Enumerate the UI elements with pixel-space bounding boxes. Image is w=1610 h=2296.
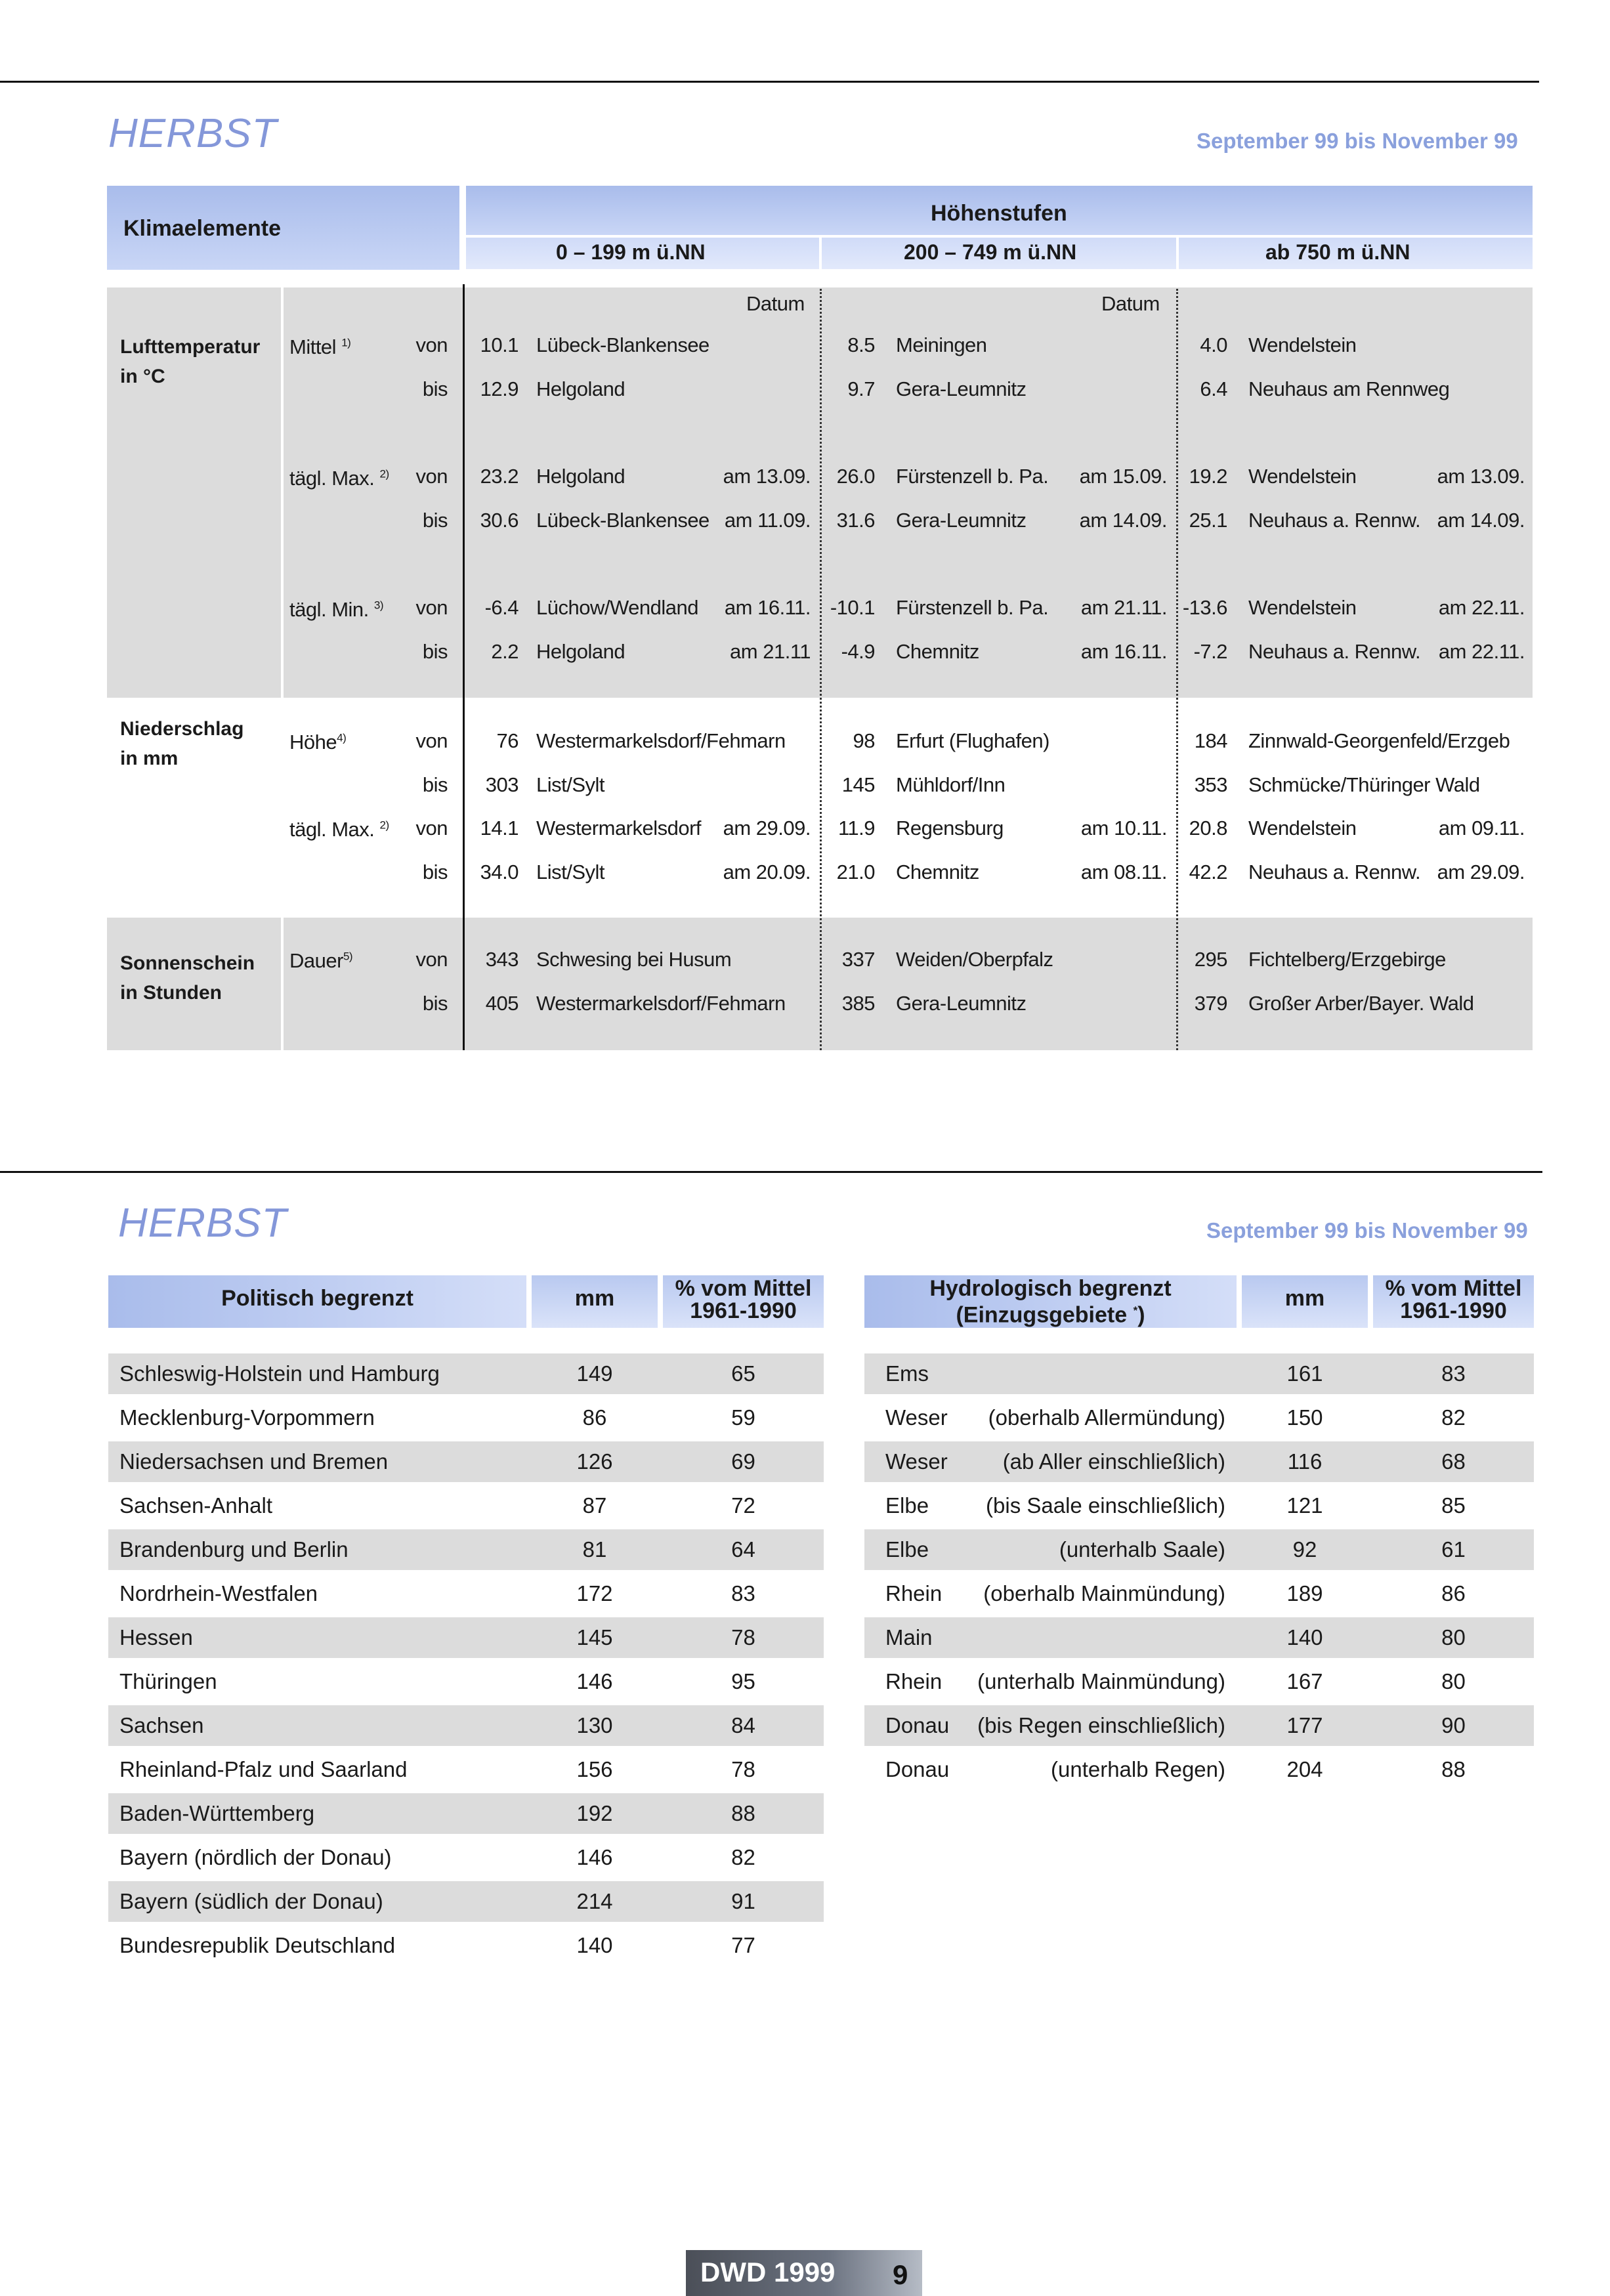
table-row — [108, 1881, 824, 1922]
mm-value: 167 — [1286, 1669, 1323, 1693]
river-name: Donau — [885, 1757, 950, 1781]
value-cell: -6.4 — [484, 596, 519, 619]
river-name: Donau — [885, 1713, 950, 1737]
group-label-sonnenschein: Sonnenschein in Stunden — [120, 952, 255, 1004]
von-label: von — [415, 333, 448, 356]
station-cell: Großer Arber/Bayer. Wald — [1248, 992, 1474, 1015]
station-cell: Westermarkelsdorf/Fehmarn — [536, 729, 786, 752]
date-cell: am 22.11. — [1438, 640, 1525, 663]
river-name: Elbe — [885, 1537, 929, 1562]
mm-value: 192 — [576, 1801, 613, 1825]
station-cell: Wendelstein — [1248, 465, 1357, 488]
value-cell: 353 — [1194, 773, 1227, 796]
von-label: von — [415, 465, 448, 488]
datum-label-1: Datum — [746, 292, 805, 315]
region-name: Thüringen — [119, 1669, 217, 1693]
dotted-separator-1 — [820, 289, 822, 1050]
pct-value: 83 — [731, 1581, 755, 1605]
pct-value: 78 — [731, 1757, 755, 1781]
group-label-lufttemperatur: Lufttemperatur in °C — [120, 336, 261, 387]
mm-value: 140 — [1286, 1625, 1323, 1649]
pct-value: 84 — [731, 1713, 755, 1737]
footer-badge — [686, 2250, 922, 2296]
table-row — [108, 1925, 824, 1966]
region-name: Sachsen-Anhalt — [119, 1493, 272, 1518]
pct-value: 68 — [1441, 1449, 1466, 1474]
stufe-label-3: ab 750 m ü.NN — [1265, 240, 1410, 264]
mm-value: 149 — [576, 1361, 613, 1386]
river-name: Ems — [885, 1361, 929, 1386]
pct-value: 88 — [1441, 1757, 1466, 1781]
page-number: 9 — [893, 2259, 908, 2290]
table-row — [108, 1617, 824, 1658]
river-name: Rhein — [885, 1669, 943, 1693]
table-row — [864, 1397, 1534, 1438]
section1-period: September 99 bis November 99 — [1197, 129, 1518, 153]
date-cell: am 22.11. — [1438, 596, 1525, 619]
value-cell: 98 — [853, 729, 875, 752]
river-detail: (unterhalb Regen) — [1051, 1757, 1225, 1781]
date-cell: am 13.09. — [723, 465, 811, 488]
pct-value: 86 — [1441, 1581, 1466, 1605]
value-cell: 34.0 — [480, 861, 519, 883]
value-cell: 343 — [485, 948, 519, 971]
mm-value: 87 — [582, 1493, 607, 1518]
river-detail: (unterhalb Saale) — [1059, 1537, 1225, 1562]
pct-value: 59 — [731, 1405, 755, 1430]
pct-value: 72 — [731, 1493, 755, 1518]
pct-value: 77 — [731, 1933, 755, 1957]
mm-value: 146 — [576, 1845, 613, 1869]
station-cell: Schmücke/Thüringer Wald — [1248, 773, 1480, 796]
table-row — [864, 1617, 1534, 1658]
pct-value: 82 — [731, 1845, 755, 1869]
mm-value: 116 — [1287, 1449, 1323, 1474]
value-cell: -13.6 — [1182, 596, 1227, 619]
table-row — [864, 1485, 1534, 1526]
value-cell: 295 — [1194, 948, 1227, 971]
pct-value: 88 — [731, 1801, 755, 1825]
politisch-mm-header: mm — [574, 1286, 615, 1311]
station-cell: Gera-Leumnitz — [896, 509, 1027, 532]
sublabel-dauer: Dauer$^{5)}$ — [289, 949, 353, 972]
mm-value: 126 — [576, 1449, 613, 1474]
value-cell: -7.2 — [1193, 640, 1227, 663]
date-cell: am 11.09. — [724, 509, 811, 532]
mm-value: 177 — [1286, 1713, 1323, 1737]
table-row — [108, 1573, 824, 1614]
station-cell: Helgoland — [536, 377, 625, 400]
mm-value: 204 — [1286, 1757, 1323, 1781]
river-name: Elbe — [885, 1493, 929, 1518]
hoehen-header-label: Höhenstufen — [931, 201, 1067, 226]
value-cell: 4.0 — [1200, 333, 1227, 356]
river-name: Rhein — [885, 1581, 943, 1605]
value-cell: 76 — [496, 729, 519, 752]
von-label: von — [415, 817, 448, 840]
date-cell: am 20.09. — [723, 861, 811, 883]
table-row — [108, 1793, 824, 1834]
station-cell: Meiningen — [896, 333, 987, 356]
pct-value: 85 — [1441, 1493, 1466, 1518]
region-name: Schleswig-Holstein und Hamburg — [119, 1361, 440, 1386]
mm-value: 150 — [1286, 1405, 1323, 1430]
river-detail: (ab Aller einschließlich) — [1002, 1449, 1225, 1474]
region-name: Nordrhein-Westfalen — [119, 1581, 318, 1605]
middle-rule — [0, 1171, 1542, 1173]
value-cell: 9.7 — [847, 377, 875, 400]
value-cell: 405 — [485, 992, 519, 1015]
dotted-separator-2 — [1176, 289, 1178, 1050]
value-cell: 385 — [841, 992, 875, 1015]
value-cell: 42.2 — [1189, 861, 1227, 883]
table-row — [864, 1705, 1534, 1746]
stufe-label-2: 200 – 749 m ü.NN — [904, 240, 1077, 264]
station-cell: Wendelstein — [1248, 817, 1357, 840]
pct-value: 64 — [731, 1537, 755, 1562]
table-row — [108, 1529, 824, 1570]
value-cell: 6.4 — [1200, 377, 1227, 400]
pct-value: 95 — [731, 1669, 755, 1693]
bis-label: bis — [422, 861, 448, 883]
value-cell: 12.9 — [480, 377, 519, 400]
table-row — [108, 1441, 824, 1482]
table-row — [864, 1353, 1534, 1394]
table-row — [864, 1573, 1534, 1614]
region-name: Niedersachsen und Bremen — [119, 1449, 389, 1474]
station-cell: Fichtelberg/Erzgebirge — [1248, 948, 1446, 971]
mm-value: 161 — [1286, 1361, 1323, 1386]
von-label: von — [415, 596, 448, 619]
table-row — [864, 1749, 1534, 1790]
footer-label: DWD 1999 — [700, 2257, 836, 2287]
mm-value: 92 — [1292, 1537, 1317, 1562]
river-detail: (oberhalb Mainmündung) — [983, 1581, 1225, 1605]
value-cell: 337 — [841, 948, 875, 971]
river-name: Weser — [885, 1449, 948, 1474]
river-detail: (bis Regen einschließlich) — [977, 1713, 1225, 1737]
region-name: Sachsen — [119, 1713, 204, 1737]
station-cell: Neuhaus a. Rennw. — [1248, 509, 1421, 532]
politisch-pct-header: % vom Mittel 1961-1990 — [675, 1276, 812, 1323]
bis-label: bis — [422, 773, 448, 796]
station-cell: Gera-Leumnitz — [896, 992, 1027, 1015]
value-cell: 2.2 — [491, 640, 519, 663]
station-cell: Fürstenzell b. Pa. — [896, 596, 1049, 619]
bis-label: bis — [422, 640, 448, 663]
station-cell: Regensburg — [896, 817, 1004, 840]
value-cell: 379 — [1194, 992, 1227, 1015]
hydro-mm-header: mm — [1284, 1286, 1325, 1311]
pct-value: 82 — [1441, 1405, 1466, 1430]
table-row — [108, 1705, 824, 1746]
pct-value: 78 — [731, 1625, 755, 1649]
river-detail: (unterhalb Mainmündung) — [977, 1669, 1225, 1693]
bis-label: bis — [422, 509, 448, 532]
station-cell: Lübeck-Blankensee — [536, 509, 710, 532]
station-cell: Neuhaus a. Rennw. — [1248, 861, 1421, 883]
station-cell: Schwesing bei Husum — [536, 948, 732, 971]
station-cell: Neuhaus am Rennweg — [1248, 377, 1450, 400]
station-cell: Chemnitz — [896, 861, 979, 883]
mm-value: 81 — [582, 1537, 607, 1562]
value-cell: 10.1 — [480, 333, 519, 356]
section1-title: HERBST — [108, 111, 278, 156]
date-cell: am 29.09. — [723, 817, 811, 840]
date-cell: am 29.09. — [1437, 861, 1525, 883]
date-cell: am 13.09. — [1437, 465, 1525, 488]
table-row — [864, 1661, 1534, 1702]
region-name: Bundesrepublik Deutschland — [119, 1933, 396, 1957]
pct-value: 61 — [1441, 1537, 1466, 1562]
region-name: Bayern (südlich der Donau) — [119, 1889, 383, 1913]
pct-value: 90 — [1441, 1713, 1466, 1737]
pct-value: 69 — [731, 1449, 755, 1474]
region-name: Mecklenburg-Vorpommern — [119, 1405, 375, 1430]
value-cell: 30.6 — [480, 509, 519, 532]
river-name: Main — [885, 1625, 933, 1649]
date-cell: am 09.11. — [1438, 817, 1525, 840]
sublabel-taegl-max-nied: tägl. Max. $^{2)}$ — [289, 818, 389, 841]
station-cell: Westermarkelsdorf/Fehmarn — [536, 992, 786, 1015]
mm-value: 189 — [1286, 1581, 1323, 1605]
river-detail: (bis Saale einschließlich) — [986, 1493, 1225, 1518]
station-cell: Gera-Leumnitz — [896, 377, 1027, 400]
mm-value: 156 — [576, 1757, 613, 1781]
value-cell: 145 — [841, 773, 875, 796]
station-cell: Mühldorf/Inn — [896, 773, 1006, 796]
station-cell: Helgoland — [536, 465, 625, 488]
station-cell: List/Sylt — [536, 773, 605, 796]
station-cell: Fürstenzell b. Pa. — [896, 465, 1049, 488]
station-cell: List/Sylt — [536, 861, 605, 883]
river-name: Weser — [885, 1405, 948, 1430]
region-name: Baden-Württemberg — [119, 1801, 315, 1825]
hydro-header-label: Hydrologisch begrenzt (Einzugsgebiete *) — [929, 1276, 1172, 1328]
region-name: Hessen — [119, 1625, 193, 1649]
table-row — [864, 1441, 1534, 1482]
pct-value: 65 — [731, 1361, 755, 1386]
region-name: Brandenburg und Berlin — [119, 1537, 349, 1562]
value-cell: 14.1 — [480, 817, 519, 840]
value-cell: 21.0 — [836, 861, 875, 883]
region-name: Rheinland-Pfalz und Saarland — [119, 1757, 408, 1781]
section2-period: September 99 bis November 99 — [1206, 1218, 1528, 1243]
value-cell: 26.0 — [836, 465, 875, 488]
mm-value: 214 — [576, 1889, 613, 1913]
station-cell: Westermarkelsdorf — [536, 817, 702, 840]
sublabel-taegl-min: tägl. Min. $^{3)}$ — [289, 598, 384, 621]
von-label: von — [415, 729, 448, 752]
date-cell: am 10.11. — [1080, 817, 1167, 840]
value-cell: -4.9 — [841, 640, 875, 663]
value-cell: -10.1 — [830, 596, 875, 619]
mm-value: 172 — [576, 1581, 613, 1605]
table-row — [108, 1661, 824, 1702]
pct-value: 83 — [1441, 1361, 1466, 1386]
date-cell: am 15.09. — [1079, 465, 1167, 488]
station-cell: Helgoland — [536, 640, 625, 663]
label-col-sep2 — [281, 287, 284, 698]
stufe-label-1: 0 – 199 m ü.NN — [556, 240, 706, 264]
station-cell: Lüchow/Wendland — [536, 596, 698, 619]
station-cell: Wendelstein — [1248, 333, 1357, 356]
klima-header-label: Klimaelemente — [123, 216, 281, 241]
station-cell: Lübeck-Blankensee — [536, 333, 710, 356]
table-row — [108, 1749, 824, 1790]
von-label: von — [415, 948, 448, 971]
date-cell: am 21.11 — [730, 640, 811, 663]
sublabel-mittel: Mittel $^{1)}$ — [289, 335, 351, 358]
table-row — [864, 1529, 1534, 1570]
sublabel-taegl-max-temp: tägl. Max. $^{2)}$ — [289, 467, 389, 490]
date-cell: am 16.11. — [724, 596, 811, 619]
value-cell: 19.2 — [1189, 465, 1227, 488]
table-row — [108, 1485, 824, 1526]
table-row — [108, 1353, 824, 1394]
table-row — [108, 1397, 824, 1438]
bis-label: bis — [422, 377, 448, 400]
section2-title: HERBST — [118, 1201, 287, 1246]
table-row — [108, 1837, 824, 1878]
mm-value: 146 — [576, 1669, 613, 1693]
river-detail: (oberhalb Allermündung) — [988, 1405, 1225, 1430]
date-cell: am 14.09. — [1079, 509, 1167, 532]
top-rule — [0, 81, 1539, 83]
region-name: Bayern (nördlich der Donau) — [119, 1845, 392, 1869]
mm-value: 145 — [576, 1625, 613, 1649]
sublabel-hoehe: Höhe$^{4)}$ — [289, 731, 347, 754]
bis-label: bis — [422, 992, 448, 1015]
pct-value: 91 — [731, 1889, 755, 1913]
politisch-header-label: Politisch begrenzt — [221, 1286, 413, 1311]
pct-value: 80 — [1441, 1669, 1466, 1693]
date-cell: am 16.11. — [1080, 640, 1167, 663]
mm-value: 130 — [576, 1713, 613, 1737]
value-cell: 31.6 — [836, 509, 875, 532]
mm-value: 140 — [576, 1933, 613, 1957]
station-cell: Wendelstein — [1248, 596, 1357, 619]
value-cell: 11.9 — [837, 817, 875, 840]
value-cell: 8.5 — [847, 333, 875, 356]
group-label-niederschlag: Niederschlag in mm — [120, 718, 244, 769]
date-cell: am 14.09. — [1437, 509, 1525, 532]
value-cell: 303 — [485, 773, 519, 796]
hydro-pct-header: % vom Mittel 1961-1990 — [1385, 1276, 1522, 1323]
value-cell: 25.1 — [1189, 509, 1227, 532]
mm-value: 121 — [1286, 1493, 1323, 1518]
mm-value: 86 — [582, 1405, 607, 1430]
pct-value: 80 — [1441, 1625, 1466, 1649]
datum-label-2: Datum — [1101, 292, 1160, 315]
station-cell: Weiden/Oberpfalz — [896, 948, 1053, 971]
date-cell: am 08.11. — [1080, 861, 1167, 883]
station-cell: Erfurt (Flughafen) — [896, 729, 1049, 752]
station-cell: Chemnitz — [896, 640, 979, 663]
value-cell: 20.8 — [1189, 817, 1227, 840]
station-cell: Neuhaus a. Rennw. — [1248, 640, 1421, 663]
station-cell: Zinnwald-Georgenfeld/Erzgeb — [1248, 729, 1510, 752]
value-cell: 184 — [1194, 729, 1227, 752]
value-cell: 23.2 — [480, 465, 519, 488]
date-cell: am 21.11. — [1080, 596, 1167, 619]
